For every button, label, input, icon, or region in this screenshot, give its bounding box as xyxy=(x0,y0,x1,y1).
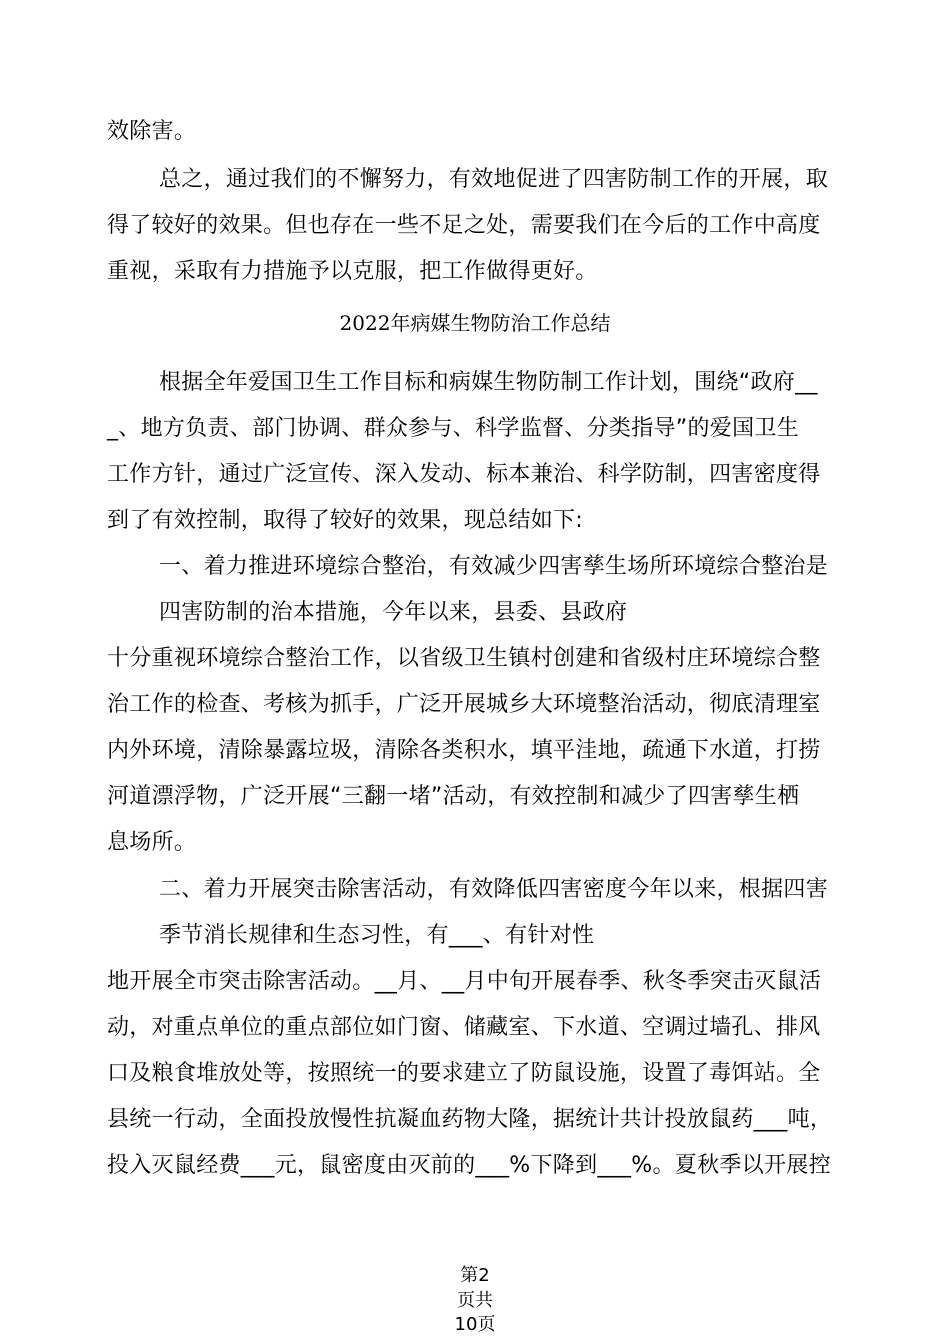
body-line: 根据全年爱国卫生工作目标和病媒生物防制工作计划，围绕“政府__ xyxy=(159,370,818,395)
body-line: 总之，通过我们的不懈努力，有效地促进了四害防制工作的开展，取 xyxy=(159,167,829,192)
body-line: 内外环境，清除暴露垃圾，清除各类积水，填平洼地，疏通下水道，打捞 xyxy=(107,738,821,763)
body-line: 治工作的检查、考核为抓手，广泛开展城乡大环境整治活动，彻底清理室 xyxy=(107,692,821,717)
body-line: _、地方负责、部门协调、群众参与、科学监督、分类指导”的爱国卫生 xyxy=(107,416,799,441)
body-line: 到了有效控制，取得了较好的效果，现总结如下: xyxy=(107,508,584,533)
document-title: 2022年病媒生物防治工作总结 xyxy=(339,311,611,335)
body-line: 息场所。 xyxy=(107,830,197,855)
section-heading: 二、着力开展突击除害活动，有效降低四害密度今年以来，根据四害 xyxy=(159,877,829,902)
body-line: 得了较好的效果。但也存在一些不足之处，需要我们在今后的工作中高度 xyxy=(107,213,821,238)
body-line: 动，对重点单位的重点部位如门窗、储藏室、下水道、空调过墙孔、排风 xyxy=(107,1015,821,1040)
body-line: 投入灭鼠经费___元，鼠密度由灭前的___%下降到___%。夏秋季以开展控 xyxy=(107,1153,831,1178)
body-line: 重视，采取有力措施予以克服，把工作做得更好。 xyxy=(107,259,598,284)
body-line: 县统一行动，全面投放慢性抗凝血药物大隆，据统计共计投放鼠药___吨， xyxy=(107,1107,833,1132)
page-number-line3: 10页 xyxy=(454,1314,496,1335)
body-line: 季节消长规律和生态习性，有___、有针对性 xyxy=(159,923,595,948)
body-line: 效除害。 xyxy=(107,119,197,144)
page-number-line1: 第2 xyxy=(460,1265,490,1286)
page-number-line2: 页共 xyxy=(457,1290,493,1311)
body-line: 十分重视环境综合整治工作，以省级卫生镇村创建和省级村庄环境综合整 xyxy=(107,646,821,671)
body-line: 口及粮食堆放处等，按照统一的要求建立了防鼠设施，设置了毒饵站。全 xyxy=(107,1061,821,1086)
body-line: 河道漂浮物，广泛开展“三翻一堵”活动，有效控制和减少了四害孳生栖 xyxy=(107,784,800,809)
body-line: 工作方针，通过广泛宣传、深入发动、标本兼治、科学防制，四害密度得 xyxy=(107,462,821,487)
body-line: 四害防制的治本措施，今年以来，县委、县政府 xyxy=(159,600,628,625)
body-line: 地开展全市突击除害活动。__月、__月中旬开展春季、秋冬季突击灭鼠活 xyxy=(107,969,822,994)
section-heading: 一、着力推进环境综合整治，有效减少四害孳生场所环境综合整治是 xyxy=(159,554,829,579)
